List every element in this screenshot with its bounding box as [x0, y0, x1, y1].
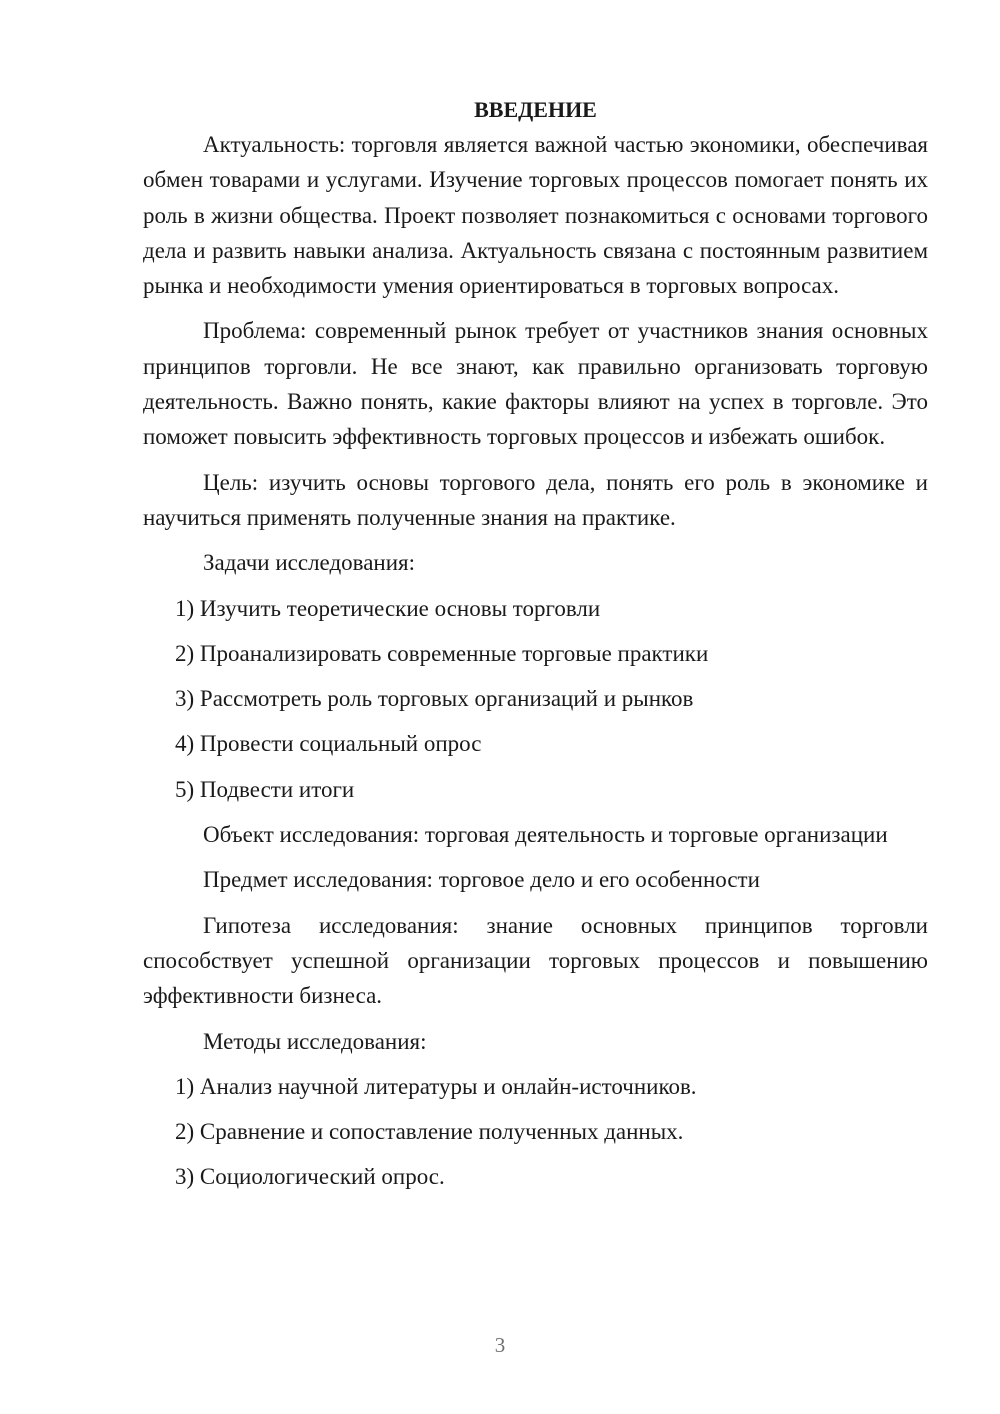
- list-item: 2) Сравнение и сопоставление полученных данных.: [175, 1119, 684, 1145]
- hypothesis-paragraph: Гипотеза исследования: знание основных принципов торговли способствует успешной организации торговых процессов и повышению эффективности бизнеса.: [143, 912, 928, 1009]
- relevance-paragraph: Актуальность: торговля является важной частью экономики, обеспечивая обмен товарами и услугами. Изучение торговых процессов помогает понять их роль в жизни общества. Проект позволяет познакомиться с основами торгового дела и развить навыки анализа. Актуальность связана с постоянным развитием рынка и необходимости умения ориентироваться в торговых вопросах.: [143, 132, 928, 299]
- page-title: ВВЕДЕНИЕ: [474, 97, 597, 122]
- list-item: 2) Проанализировать современные торговые практики: [175, 640, 709, 666]
- problem-paragraph: Проблема: современный рынок требует от участников знания основных принципов торговли. Не все знают, как правильно организовать торговую деятельность. Важно понять, какие факторы влияют на успех в торговле. Это поможет повысить эффективность торговых процессов и избежать ошибок.: [143, 318, 928, 450]
- subject-paragraph: Предмет исследования: торговое дело и его особенности: [203, 867, 760, 893]
- list-item: 1) Изучить теоретические основы торговли: [175, 595, 601, 621]
- list-item: 5) Подвести итоги: [175, 776, 355, 802]
- list-item: 4) Провести социальный опрос: [175, 731, 482, 757]
- list-item: 3) Социологический опрос.: [175, 1164, 445, 1190]
- page-number: 3: [494, 1333, 506, 1357]
- list-item: 1) Анализ научной литературы и онлайн-источников.: [175, 1073, 697, 1099]
- list-item: 3) Рассмотреть роль торговых организаций и рынков: [175, 686, 694, 712]
- object-paragraph: Объект исследования: торговая деятельность и торговые организации: [203, 822, 888, 848]
- goal-paragraph: Цель: изучить основы торгового дела, понять его роль в экономике и научиться применять полученные знания на практике.: [143, 469, 928, 530]
- document-page: [143, 92, 928, 1195]
- tasks-heading: Задачи исследования:: [203, 550, 416, 576]
- methods-heading: Методы исследования:: [203, 1028, 427, 1054]
